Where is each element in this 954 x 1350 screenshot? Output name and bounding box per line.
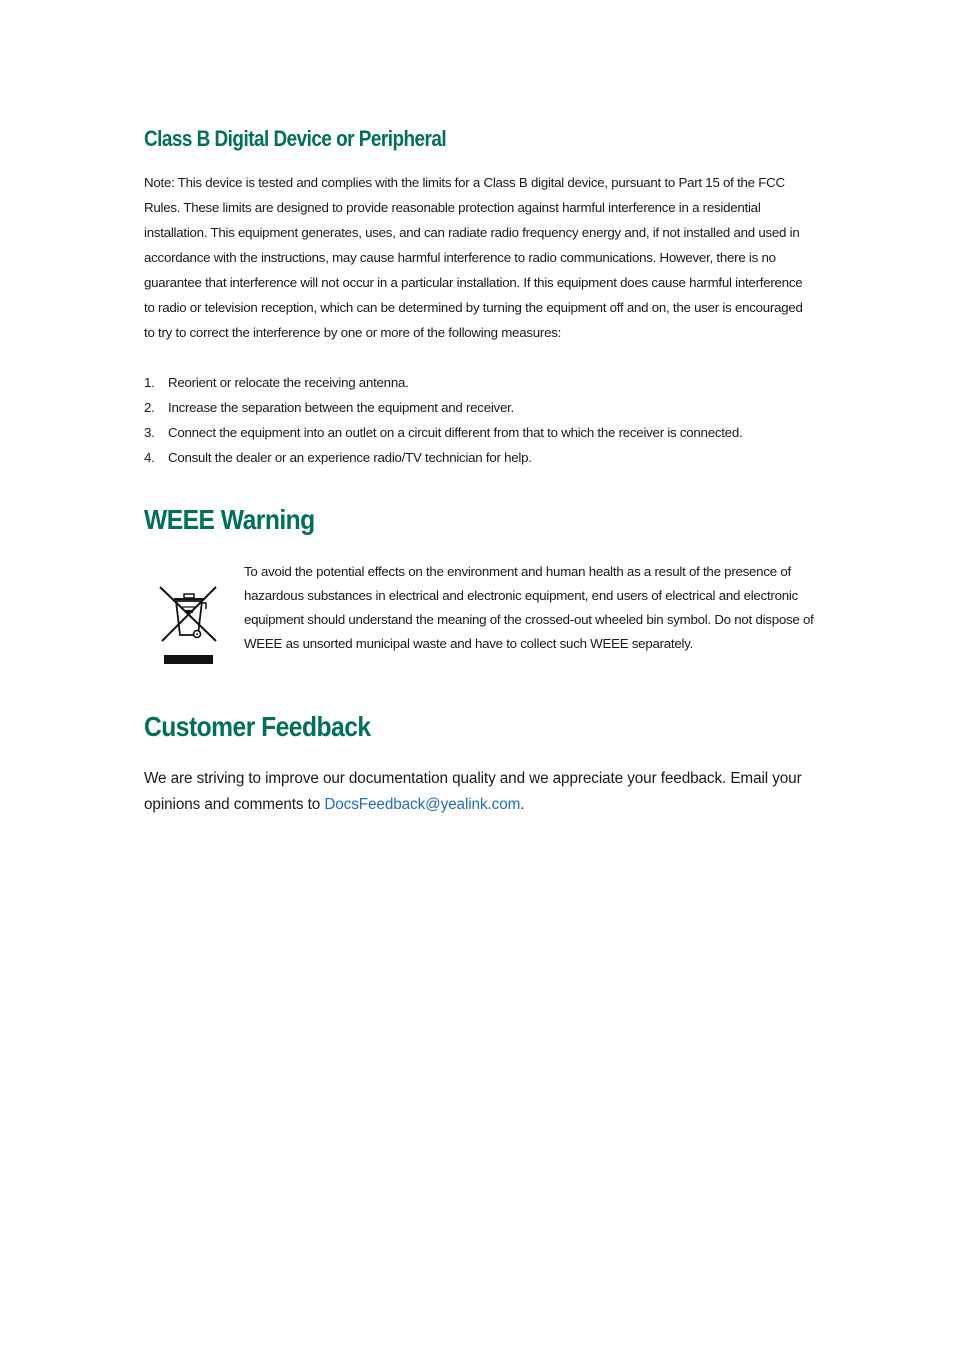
crossed-out-wheeled-bin-icon	[158, 583, 220, 667]
feedback-text: We are striving to improve our documentation quality and we appreciate your feedback. Email your opinions and comments to	[144, 770, 802, 813]
list-item-number: 3.	[144, 425, 155, 440]
feedback-text-end: .	[520, 795, 525, 813]
class-b-note: Note: This device is tested and complies with the limits for a Class B digital device, pursuant to Part 15 of the FCC Rules. These limits are designed to provide reasonable protection against harmful interference in a residential installation. This equipment generates, uses, and can radiate radio frequency energy and, if not installed and used in accordance with the instructions, may cause harmful interference to radio communications. However, there is no guarantee that interference will not occur in a particular installation. If this equipment does cause harmful interference to radio or television reception, which can be determined by turning the equipment off and on, the user is encouraged to try to correct the interference by one or more of the following measures:	[144, 175, 803, 340]
list-item-text: Connect the equipment into an outlet on a circuit different from that to which the receiver is connected.	[168, 425, 743, 440]
list-item	[144, 445, 816, 470]
weee-heading: WEEE Warning	[144, 504, 315, 535]
feedback-paragraph	[144, 766, 816, 817]
list-item-number: 2.	[144, 400, 155, 415]
list-item-number: 1.	[144, 375, 155, 390]
list-item	[144, 370, 816, 395]
list-item	[144, 420, 816, 445]
list-item-text: Reorient or relocate the receiving antenna.	[168, 375, 409, 390]
feedback-email-link[interactable]: DocsFeedback@yealink.com	[324, 795, 521, 813]
list-item-number: 4.	[144, 450, 155, 465]
list-item-text: Increase the separation between the equipment and receiver.	[168, 400, 514, 415]
list-item	[144, 395, 816, 420]
measures-list	[144, 370, 816, 470]
list-item-text: Consult the dealer or an experience radio/TV technician for help.	[168, 450, 532, 465]
weee-text: To avoid the potential effects on the environment and human health as a result of the presence of hazardous substances in electrical and electronic equipment, end users of electrical and electronic equipment should understand the meaning of the crossed-out wheeled bin symbol. Do not dispose of WEEE as unsorted municipal waste and have to collect such WEEE separately.	[244, 564, 814, 651]
customer-feedback-heading: Customer Feedback	[144, 711, 371, 742]
class-b-heading: Class B Digital Device or Peripheral	[144, 126, 447, 151]
